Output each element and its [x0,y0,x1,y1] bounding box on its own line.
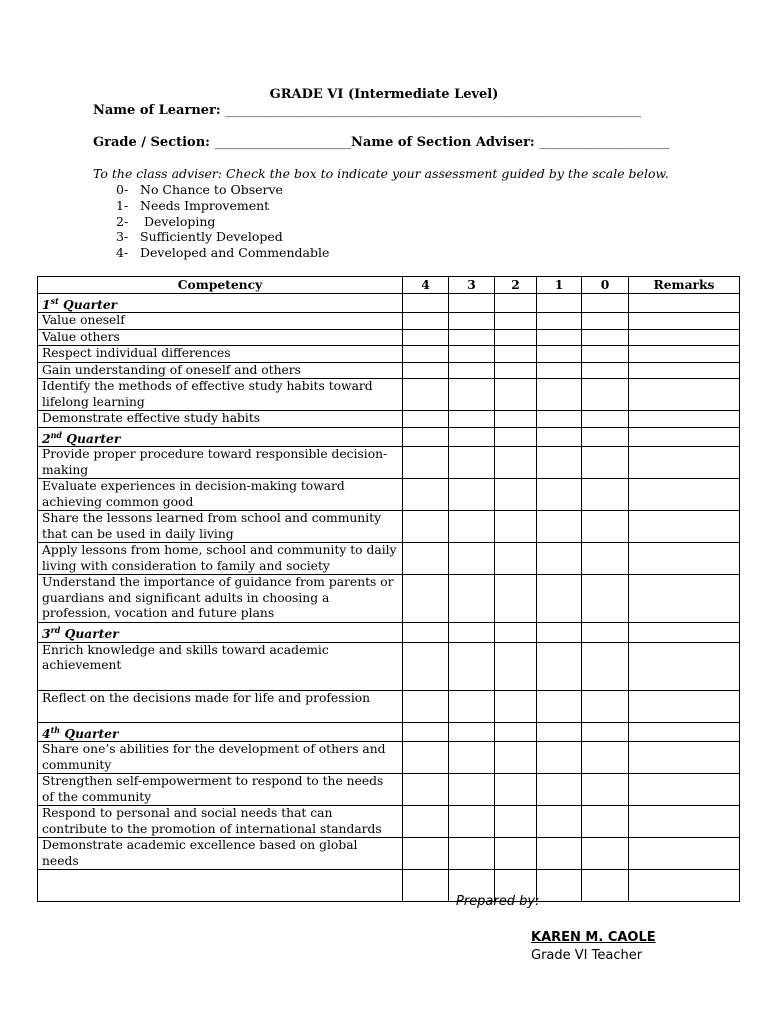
remarks-cell[interactable] [629,346,740,363]
rating-checkbox-cell[interactable] [537,623,582,643]
remarks-cell[interactable] [629,870,740,902]
quarter-word: Quarter [64,626,119,642]
competency-row [38,742,740,774]
rating-checkbox-cell[interactable] [582,313,629,330]
rating-checkbox-cell[interactable] [403,479,449,511]
rating-checkbox-cell[interactable] [537,722,582,742]
rating-checkbox-cell[interactable] [403,838,449,870]
rating-checkbox-cell[interactable] [582,575,629,623]
rating-checkbox-cell[interactable] [495,511,537,543]
competency-text: Reflect on the decisions made for life and profession [38,690,403,722]
rating-checkbox-cell[interactable] [449,690,495,722]
rating-checkbox-cell[interactable] [403,806,449,838]
empty-competency-cell[interactable] [38,870,403,902]
rating-checkbox-cell[interactable] [495,838,537,870]
remarks-cell[interactable] [629,543,740,575]
rating-checkbox-cell[interactable] [449,447,495,479]
rating-checkbox-cell[interactable] [449,623,495,643]
rating-checkbox-cell[interactable] [449,427,495,447]
scale-number: 4- [116,245,129,260]
rating-checkbox-cell[interactable] [537,543,582,575]
remarks-cell[interactable] [629,362,740,379]
rating-checkbox-cell[interactable] [537,870,582,902]
rating-checkbox-cell[interactable] [537,806,582,838]
scale-number: 0- [116,182,129,197]
column-header-1: 1 [537,277,582,294]
learner-name-label: Name of Learner: [93,103,221,118]
rating-checkbox-cell[interactable] [495,293,537,313]
rating-checkbox-cell[interactable] [495,313,537,330]
rating-checkbox-cell[interactable] [537,642,582,690]
rating-checkbox-cell[interactable] [495,774,537,806]
column-header-4: 4 [403,277,449,294]
rating-checkbox-cell[interactable] [537,362,582,379]
quarter-word: Quarter [63,296,118,312]
competency-text: Demonstrate effective study habits [38,411,403,428]
remarks-cell[interactable] [629,642,740,690]
quarter-ordinal-suffix: th [50,724,61,735]
competency-text: Demonstrate academic excellence based on global needs [38,838,403,870]
rating-checkbox-cell[interactable] [449,379,495,411]
rating-checkbox-cell[interactable] [537,479,582,511]
quarter-heading [38,293,403,313]
rating-checkbox-cell[interactable] [582,427,629,447]
rating-checkbox-cell[interactable] [403,543,449,575]
competency-row [38,479,740,511]
section-adviser-blank[interactable]: ____________________ [539,135,670,150]
rating-checkbox-cell[interactable] [449,774,495,806]
quarter-heading [38,427,403,447]
rating-checkbox-cell[interactable] [537,511,582,543]
empty-row [38,870,740,902]
column-header-0: 0 [582,277,629,294]
remarks-cell[interactable] [629,575,740,623]
quarter-ordinal-suffix: st [50,295,59,306]
rating-checkbox-cell[interactable] [582,479,629,511]
competency-row [38,774,740,806]
quarter-heading [38,722,403,742]
rating-checkbox-cell[interactable] [449,346,495,363]
rating-checkbox-cell[interactable] [537,346,582,363]
remarks-cell[interactable] [629,379,740,411]
signatory-name: KAREN M. CAOLE [531,930,656,945]
scale-number: 1- [116,198,129,213]
rating-checkbox-cell[interactable] [449,642,495,690]
rating-checkbox-cell[interactable] [403,329,449,346]
competency-text: Provide proper procedure toward responsible decision-making [38,447,403,479]
rating-checkbox-cell[interactable] [449,313,495,330]
rating-checkbox-cell[interactable] [403,575,449,623]
grade-section-line [93,135,669,150]
competency-text: Value others [38,329,403,346]
scale-label: No Chance to Observe [140,182,283,197]
competency-text: Share the lessons learned from school and community that can be used in daily living [38,511,403,543]
remarks-cell[interactable] [629,293,740,313]
quarter-ordinal: 1 [42,296,51,312]
grade-section-label: Grade / Section: [93,135,210,150]
rating-checkbox-cell[interactable] [582,379,629,411]
rating-checkbox-cell[interactable] [495,447,537,479]
rating-checkbox-cell[interactable] [403,722,449,742]
rating-checkbox-cell[interactable] [582,774,629,806]
rating-checkbox-cell[interactable] [449,575,495,623]
competency-text: Respect individual differences [38,346,403,363]
quarter-ordinal: 2 [42,430,51,446]
rating-checkbox-cell[interactable] [449,806,495,838]
remarks-cell[interactable] [629,313,740,330]
rating-checkbox-cell[interactable] [537,379,582,411]
rating-checkbox-cell[interactable] [403,427,449,447]
rating-checkbox-cell[interactable] [495,742,537,774]
rating-checkbox-cell[interactable] [403,346,449,363]
rating-checkbox-cell[interactable] [537,690,582,722]
remarks-cell[interactable] [629,722,740,742]
rating-checkbox-cell[interactable] [495,379,537,411]
quarter-word: Quarter [64,725,119,741]
competency-row [38,511,740,543]
competency-text: Strengthen self-empowerment to respond to the needs of the community [38,774,403,806]
scale-item [116,198,269,213]
rating-checkbox-cell[interactable] [537,838,582,870]
rating-checkbox-cell[interactable] [403,642,449,690]
scale-label: Developing [140,214,216,229]
rating-checkbox-cell[interactable] [403,293,449,313]
quarter-word: Quarter [66,430,121,446]
rating-checkbox-cell[interactable] [495,806,537,838]
rating-checkbox-cell[interactable] [449,362,495,379]
quarter-ordinal-suffix: rd [50,625,61,636]
rating-checkbox-cell[interactable] [495,411,537,428]
form-title: GRADE VI (Intermediate Level) [269,87,499,102]
scale-label: Developed and Commendable [140,245,330,260]
remarks-cell[interactable] [629,690,740,722]
scale-item [116,245,329,260]
rating-checkbox-cell[interactable] [495,722,537,742]
rating-checkbox-cell[interactable] [403,774,449,806]
competency-row [38,346,740,363]
rating-checkbox-cell[interactable] [582,362,629,379]
remarks-cell[interactable] [629,511,740,543]
rating-checkbox-cell[interactable] [403,362,449,379]
remarks-cell[interactable] [629,411,740,428]
competency-text: Understand the importance of guidance from parents or guardians and significant adults in choosing a profession, vocation and future plans [38,575,403,623]
rating-checkbox-cell[interactable] [582,690,629,722]
remarks-cell[interactable] [629,329,740,346]
rating-checkbox-cell[interactable] [403,511,449,543]
rating-checkbox-cell[interactable] [537,575,582,623]
rating-checkbox-cell[interactable] [449,329,495,346]
competency-row [38,411,740,428]
rating-checkbox-cell[interactable] [449,479,495,511]
rating-checkbox-cell[interactable] [495,690,537,722]
quarter-ordinal-suffix: nd [50,429,62,440]
quarter-heading [38,623,403,643]
rating-checkbox-cell[interactable] [449,293,495,313]
competency-row [38,838,740,870]
quarter-row [38,427,740,447]
competency-table [37,276,740,902]
column-header-2: 2 [495,277,537,294]
rating-checkbox-cell[interactable] [582,346,629,363]
rating-checkbox-cell[interactable] [403,742,449,774]
remarks-cell[interactable] [629,479,740,511]
competency-text: Value oneself [38,313,403,330]
quarter-row [38,623,740,643]
rating-checkbox-cell[interactable] [495,427,537,447]
column-header-3: 3 [449,277,495,294]
rating-checkbox-cell[interactable] [403,379,449,411]
scale-label: Sufficiently Developed [140,229,283,244]
rating-checkbox-cell[interactable] [582,511,629,543]
remarks-cell[interactable] [629,774,740,806]
learner-name-line [93,103,641,118]
competency-row [38,543,740,575]
rating-checkbox-cell[interactable] [537,411,582,428]
rating-checkbox-cell[interactable] [582,870,629,902]
quarter-ordinal: 3 [42,626,51,642]
competency-row [38,690,740,722]
remarks-cell[interactable] [629,427,740,447]
competency-row [38,642,740,690]
learner-name-blank[interactable]: ________________________________________________________________ [225,103,642,118]
rating-checkbox-cell[interactable] [403,690,449,722]
competency-text: Respond to personal and social needs that can contribute to the promotion of international standards [38,806,403,838]
competency-text: Enrich knowledge and skills toward academic achievement [38,642,403,690]
competency-text: Evaluate experiences in decision-making toward achieving common good [38,479,403,511]
rating-checkbox-cell[interactable] [537,774,582,806]
rating-checkbox-cell[interactable] [582,838,629,870]
rating-checkbox-cell[interactable] [449,838,495,870]
competency-text: Identify the methods of effective study habits toward lifelong learning [38,379,403,411]
rating-checkbox-cell[interactable] [403,411,449,428]
rating-checkbox-cell[interactable] [537,293,582,313]
prepared-by-label: Prepared by: [456,894,540,909]
grade-section-blank[interactable]: _____________________ [214,135,352,150]
rating-checkbox-cell[interactable] [495,543,537,575]
rating-checkbox-cell[interactable] [449,722,495,742]
rating-checkbox-cell[interactable] [537,329,582,346]
rating-checkbox-cell[interactable] [582,447,629,479]
column-header-competency: Competency [38,277,403,294]
scale-label: Needs Improvement [140,198,270,213]
rating-checkbox-cell[interactable] [449,543,495,575]
rating-checkbox-cell[interactable] [449,411,495,428]
rating-checkbox-cell[interactable] [495,642,537,690]
scale-number: 2- [116,214,129,229]
rating-checkbox-cell[interactable] [582,623,629,643]
remarks-cell[interactable] [629,806,740,838]
rating-checkbox-cell[interactable] [495,362,537,379]
competency-row [38,329,740,346]
table-header-row [38,277,740,294]
competency-row [38,806,740,838]
scale-item [116,182,283,197]
remarks-cell[interactable] [629,447,740,479]
competency-text: Gain understanding of oneself and others [38,362,403,379]
rating-checkbox-cell[interactable] [403,447,449,479]
scale-number: 3- [116,229,129,244]
rating-checkbox-cell[interactable] [449,742,495,774]
quarter-row [38,722,740,742]
section-adviser-label: Name of Section Adviser: [351,135,535,150]
rating-checkbox-cell[interactable] [582,543,629,575]
rating-checkbox-cell[interactable] [582,411,629,428]
rating-checkbox-cell[interactable] [582,806,629,838]
quarter-row [38,293,740,313]
scale-item [116,229,283,244]
rating-checkbox-cell[interactable] [582,742,629,774]
remarks-cell[interactable] [629,623,740,643]
column-header-remarks: Remarks [629,277,740,294]
signatory-position: Grade VI Teacher [531,948,643,963]
rating-checkbox-cell[interactable] [537,742,582,774]
rating-checkbox-cell[interactable] [495,479,537,511]
rating-checkbox-cell[interactable] [449,511,495,543]
rating-checkbox-cell[interactable] [537,313,582,330]
rating-checkbox-cell[interactable] [537,427,582,447]
rating-checkbox-cell[interactable] [582,293,629,313]
remarks-cell[interactable] [629,838,740,870]
competency-row [38,362,740,379]
rating-checkbox-cell[interactable] [495,346,537,363]
rating-checkbox-cell[interactable] [495,329,537,346]
scale-item [116,214,215,229]
remarks-cell[interactable] [629,742,740,774]
rating-checkbox-cell[interactable] [403,623,449,643]
rating-checkbox-cell[interactable] [582,722,629,742]
competency-row [38,379,740,411]
instructions: To the class adviser: Check the box to indicate your assessment guided by the scale below. [93,166,669,181]
competency-row [38,447,740,479]
rating-checkbox-cell[interactable] [582,642,629,690]
rating-checkbox-cell[interactable] [403,870,449,902]
rating-checkbox-cell[interactable] [403,313,449,330]
rating-checkbox-cell[interactable] [537,447,582,479]
rating-checkbox-cell[interactable] [582,329,629,346]
rating-checkbox-cell[interactable] [495,575,537,623]
rating-checkbox-cell[interactable] [495,623,537,643]
competency-text: Apply lessons from home, school and community to daily living with consideration to family and society [38,543,403,575]
competency-row [38,313,740,330]
quarter-ordinal: 4 [42,725,51,741]
competency-row [38,575,740,623]
competency-text: Share one’s abilities for the development of others and community [38,742,403,774]
